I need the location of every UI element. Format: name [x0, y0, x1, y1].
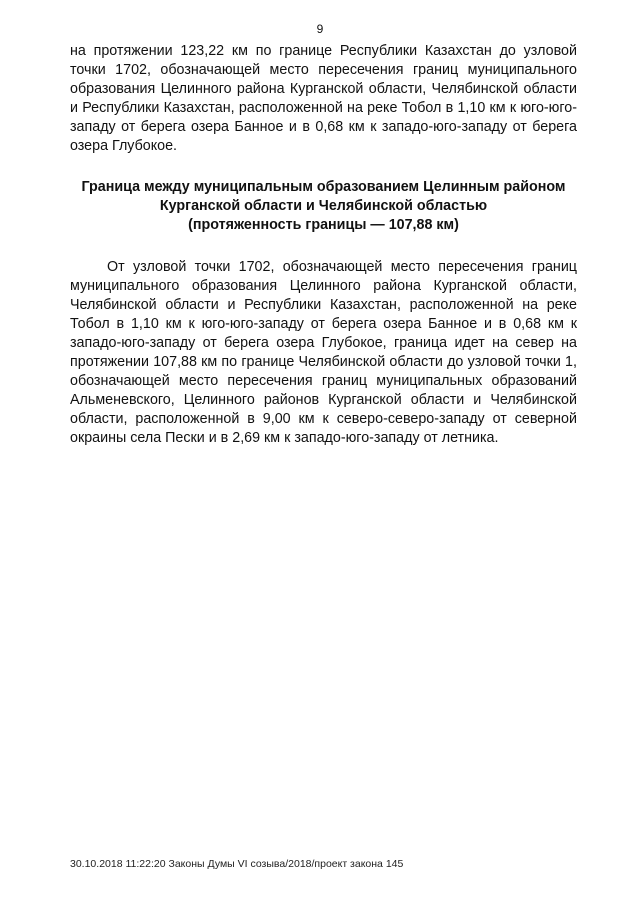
paragraph-boundary-description: От узловой точки 1702, обозначающей место пересечения границ муниципального образования Целинного района Курганской области, Челябинской области и Республики Казахстан, расположенной на реке Тобол в 1,10 км к юго-юго-западу от берега озера Банное и в 0,68 км к западо-юго-западу от берега озера Глубокое, граница идет на север на протяжении 107,88 км по границе Челябинской области до узловой точки 1, обозначающей место пересечения границ муниципальных образований Альменевского, Целинного районов Курганской области и Челябинской области, расположенной в 9,00 км к северо-северо-западу от северной окраины села Пески и в 2,69 км к западо-юго-западу от летника. [70, 259, 577, 446]
footer-document-info: 30.10.2018 11:22:20 Законы Думы VI созыва/2018/проект закона 145 [70, 858, 404, 870]
document-body [70, 42, 577, 448]
section-heading-line-2: Курганской области и Челябинской областью [159, 198, 488, 214]
paragraph-continuation: на протяжении 123,22 км по границе Республики Казахстан до узловой точки 1702, обозначающей место пересечения границ муниципального образования Целинного района Курганской области, Челябинской области и Республики Казахстан, расположенной на реке Тобол в 1,10 км к юго-юго-западу от берега озера Банное и в 0,68 км к западо-юго-западу от берега озера Глубокое. [70, 43, 577, 154]
section-heading [70, 178, 577, 235]
page-number: 9 [316, 22, 324, 36]
section-heading-line-1: Граница между муниципальным образованием Целинным районом [81, 179, 566, 195]
section-heading-line-3: (протяженность границы — 107,88 км) [188, 217, 459, 233]
